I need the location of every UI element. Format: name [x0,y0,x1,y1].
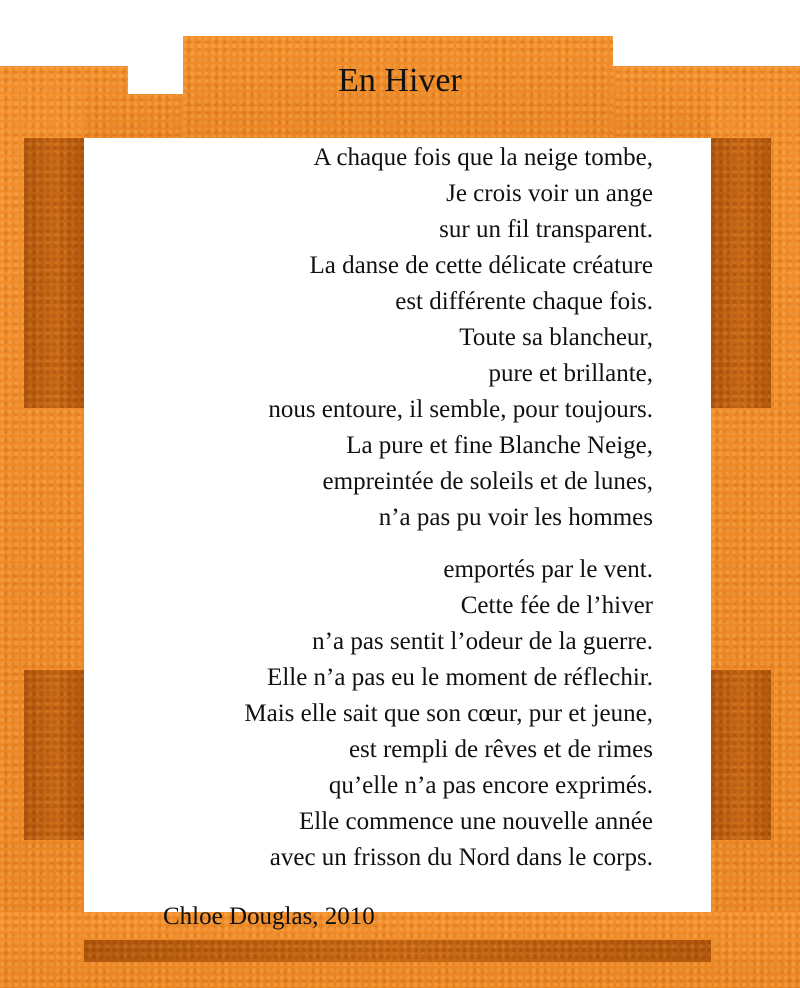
poem-body [244,140,653,876]
frame-right-inner [711,138,771,408]
poem-line: sur un fil transparent. [439,216,653,243]
frame-left-inner [24,138,84,408]
stanza-gap [244,536,653,552]
poem-line: Toute sa blancheur, [459,324,653,351]
frame-right-inner-lower [711,670,771,840]
poem-line: La pure et fine Blanche Neige, [346,432,653,459]
poem-line: Je crois voir un ange [446,180,653,207]
poem-line: Cette fée de l’hiver [460,592,653,619]
frame-bottom-strip-dark [84,940,711,962]
poem-signature: Chloe Douglas, 2010 [163,903,375,930]
poem-line: nous entoure, il semble, pour toujours. [268,396,653,423]
poem-line: A chaque fois que la neige tombe, [313,144,653,171]
poem-line: Elle n’a pas eu le moment de réflechir. [267,664,653,691]
poem-line: qu’elle n’a pas encore exprimés. [328,772,653,799]
poem-line: pure et brillante, [488,360,653,387]
poem-line: est rempli de rêves et de rimes [348,736,653,763]
poem-line: n’a pas pu voir les hommes [378,504,653,531]
poem-line: Elle commence une nouvelle année [298,808,653,835]
poem-line: La danse de cette délicate créature [309,252,653,279]
poem-line: est différente chaque fois. [395,288,653,315]
poem-line: emportés par le vent. [443,556,653,583]
poem-line: empreintée de soleils et de lunes, [322,468,653,495]
poem-line: Mais elle sait que son cœur, pur et jeune, [244,700,653,727]
frame-left-inner-lower [24,670,84,840]
poem-line: avec un frisson du Nord dans le corps. [269,844,653,871]
poem-line: n’a pas sentit l’odeur de la guerre. [312,628,653,655]
poem-title: En Hiver [338,62,462,99]
